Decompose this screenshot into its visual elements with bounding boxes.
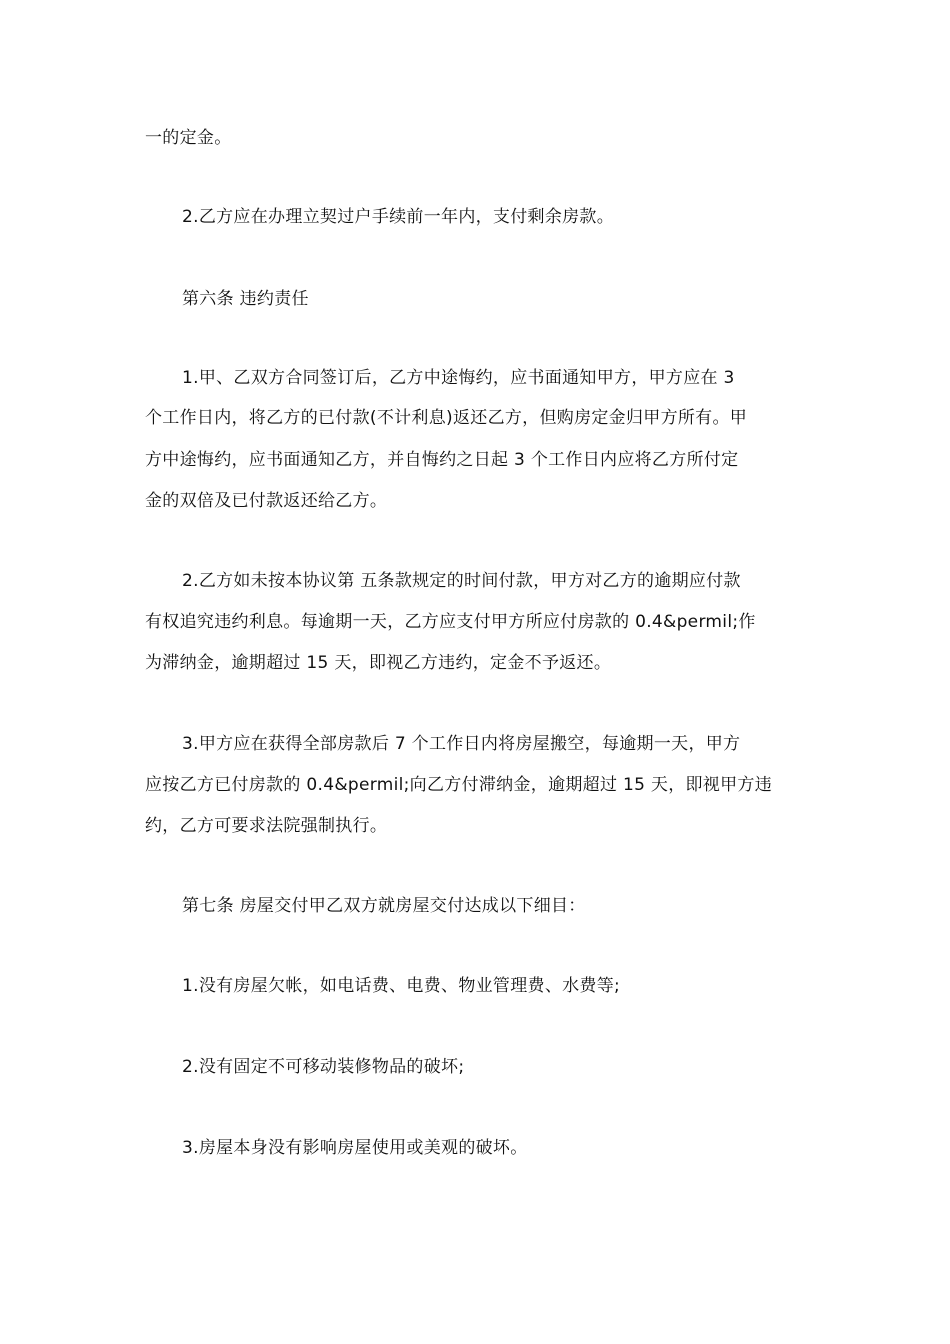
article-7-heading: 第七条 房屋交付甲乙双方就房屋交付达成以下细目： bbox=[182, 896, 586, 916]
clause-5-item-2: 2.乙方应在办理立契过户手续前一年内，支付剩余房款。 bbox=[182, 207, 615, 227]
article-6-item-1-line-4: 金的双倍及已付款返还给乙方。 bbox=[145, 491, 388, 511]
article-6-item-2-line-3: 为滞纳金，逾期超过 15 天，即视乙方违约，定金不予返还。 bbox=[145, 653, 612, 673]
article-6-item-1-line-2: 个工作日内，将乙方的已付款(不计利息)返还乙方，但购房定金归甲方所有。甲 bbox=[145, 408, 748, 428]
article-6-item-3-line-2: 应按乙方已付房款的 0.4&permil;向乙方付滞纳金，逾期超过 15 天，即视甲方违 bbox=[145, 775, 773, 795]
article-6-heading: 第六条 违约责任 bbox=[182, 289, 309, 309]
article-6-item-1-line-3: 方中途悔约，应书面通知乙方，并自悔约之日起 3 个工作日内应将乙方所付定 bbox=[145, 450, 739, 470]
article-6-item-3-line-3: 约，乙方可要求法院强制执行。 bbox=[145, 816, 388, 836]
article-6-item-2-line-1: 2.乙方如未按本协议第 五条款规定的时间付款，甲方对乙方的逾期应付款 bbox=[182, 571, 741, 591]
text-line-deposit-end: 一的定金。 bbox=[145, 128, 232, 148]
article-7-item-1: 1.没有房屋欠帐，如电话费、电费、物业管理费、水费等; bbox=[182, 976, 621, 996]
article-7-item-2: 2.没有固定不可移动装修物品的破坏; bbox=[182, 1057, 465, 1077]
article-6-item-1-line-1: 1.甲、乙双方合同签订后，乙方中途悔约，应书面通知甲方，甲方应在 3 bbox=[182, 368, 735, 388]
article-7-item-3: 3.房屋本身没有影响房屋使用或美观的破坏。 bbox=[182, 1138, 528, 1158]
article-6-item-3-line-1: 3.甲方应在获得全部房款后 7 个工作日内将房屋搬空，每逾期一天，甲方 bbox=[182, 734, 741, 754]
article-6-item-2-line-2: 有权追究违约利息。每逾期一天，乙方应支付甲方所应付房款的 0.4&permil;作 bbox=[145, 612, 756, 632]
